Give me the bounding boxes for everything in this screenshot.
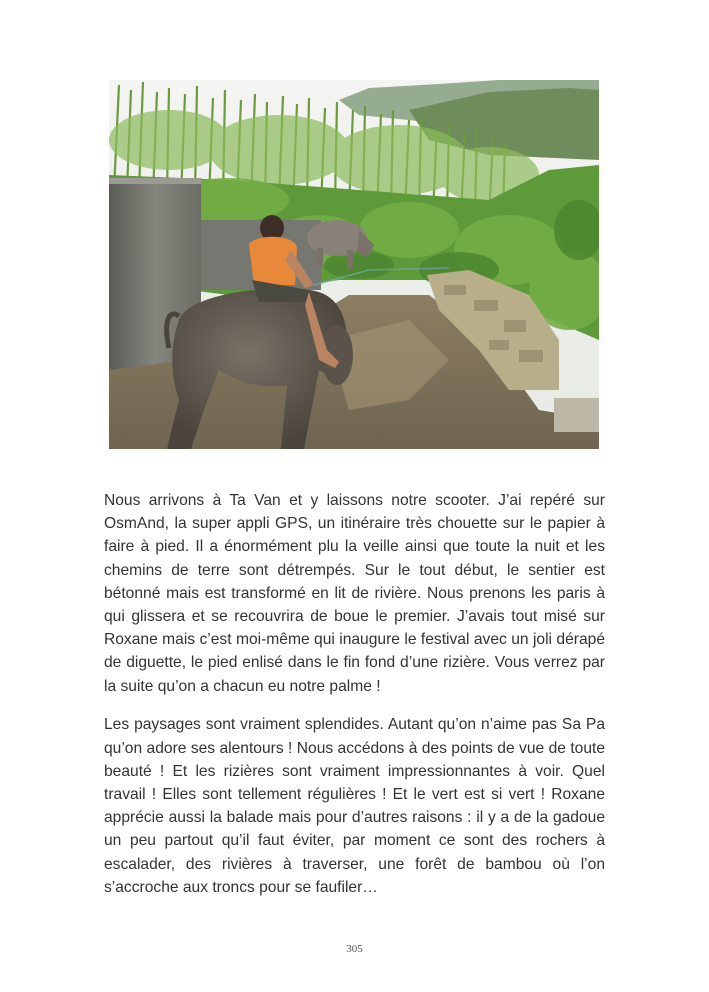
paragraph-2: Les paysages sont vraiment splendides. Autant qu’on n’aime pas Sa Pa qu’on adore ses alentours ! Nous accédons à des points de vue de toute beauté ! Et les rizières sont vraiment impressionnantes à voir. Quel travail ! Elles sont tellement régulières ! Et le vert est si vert ! Roxane apprécie aussi la balade mais pour d’autres raisons : il y a de la gadoue un peu partout qu’il faut éviter, par moment ce sont des rochers à escalader, des rivières à traverser, une forêt de bambou où l’on s’accroche aux troncs pour se faufiler…	[104, 716, 605, 896]
photo	[109, 80, 599, 449]
photo-illustration	[109, 80, 599, 449]
page-number: 305	[346, 943, 363, 955]
body-text	[104, 489, 605, 914]
paragraph-1: Nous arrivons à Ta Van et y laissons notre scooter. J’ai repéré sur OsmAnd, la super appli GPS, un itinéraire très chouette sur le papier à faire à pied. Il a énormément plu la veille ainsi que toute la nuit et les chemins de terre sont détrempés. Sur le tout début, le sentier est bétonné mais est transformé en lit de rivière. Nous prenons les paris à qui glissera et se recouvrira de boue le premier. J’avais tout misé sur Roxane mais c’est moi-même qui inaugure le festival avec un joli dérapé de diguette, le pied enlisé dans le fin fond d’une rizière. Vous verrez par la suite qu’on a chacun eu notre palme !	[104, 492, 605, 695]
